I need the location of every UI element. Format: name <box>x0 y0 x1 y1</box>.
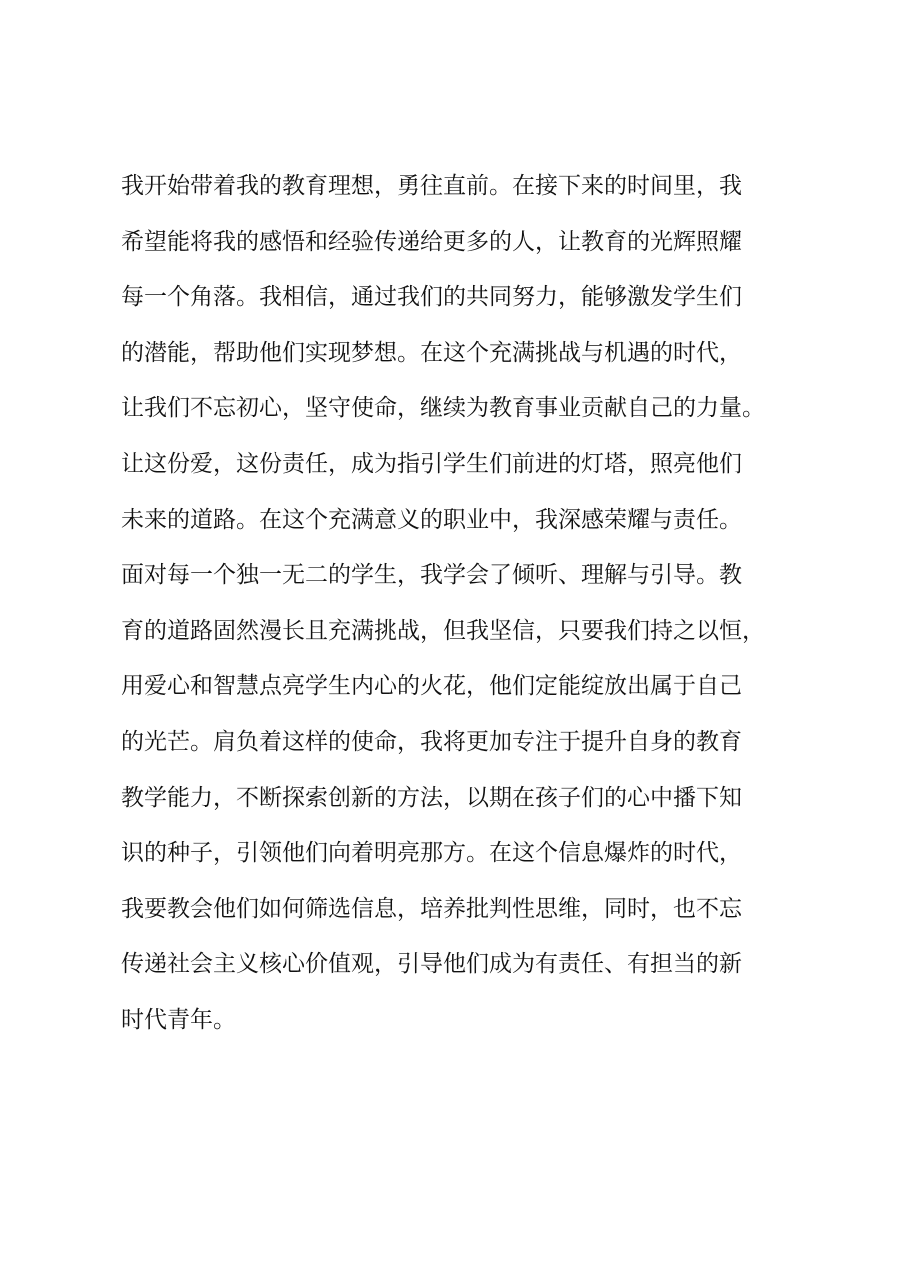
text-line: 未来的道路。在这个充满意义的职业中，我深感荣耀与责任。 <box>121 506 742 533</box>
text-line: 教学能力，不断探索创新的方法，以期在孩子们的心中播下知 <box>121 784 742 811</box>
text-line: 时代青年。 <box>121 1006 236 1033</box>
text-line: 传递社会主义核心价值观，引导他们成为有责任、有担当的新 <box>121 951 742 978</box>
text-line: 识的种子，引领他们向着明亮那方。在这个信息爆炸的时代， <box>121 840 742 867</box>
text-line: 用爱心和智慧点亮学生内心的火花，他们定能绽放出属于自己 <box>121 673 742 700</box>
text-line: 面对每一个独一无二的学生，我学会了倾听、理解与引导。教 <box>121 562 742 589</box>
text-line: 我开始带着我的教育理想，勇往直前。在接下来的时间里，我 <box>121 173 742 199</box>
text-line: 让这份爱，这份责任，成为指引学生们前进的灯塔，照亮他们 <box>121 450 742 477</box>
text-line: 让我们不忘初心，坚守使命，继续为教育事业贡献自己的力量。 <box>121 395 765 422</box>
text-line: 每一个角落。我相信，通过我们的共同努力，能够激发学生们 <box>121 284 742 311</box>
body-paragraph <box>121 164 801 1054</box>
text-line: 我要教会他们如何筛选信息，培养批判性思维，同时，也不忘 <box>121 895 742 922</box>
text-line: 的潜能，帮助他们实现梦想。在这个充满挑战与机遇的时代， <box>121 339 742 366</box>
text-line: 育的道路固然漫长且充满挑战，但我坚信，只要我们持之以恒， <box>121 617 765 644</box>
text-line: 的光芒。肩负着这样的使命，我将更加专注于提升自身的教育 <box>121 728 742 755</box>
text-line: 希望能将我的感悟和经验传递给更多的人，让教育的光辉照耀 <box>121 228 742 255</box>
